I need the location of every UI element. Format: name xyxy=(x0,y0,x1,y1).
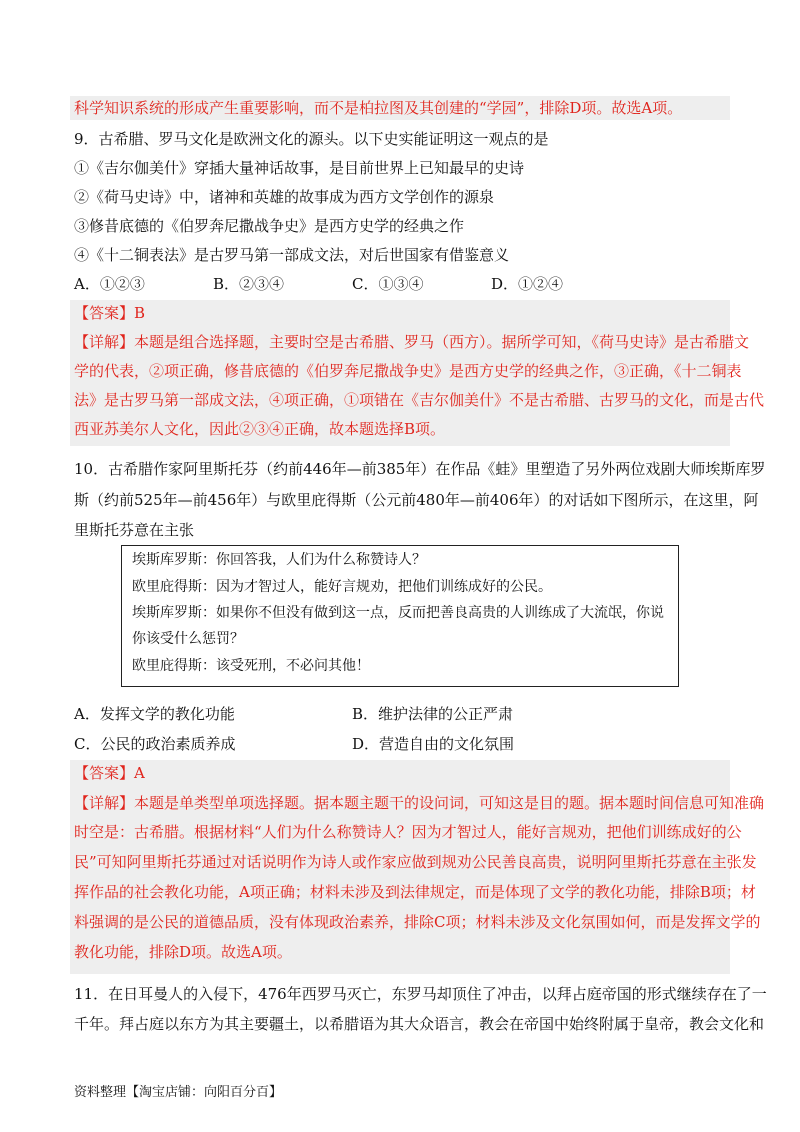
q9-explanation-line-1: 【详解】本题是组合选择题，主要时空是古希腊、罗马（西方）。据所学可知，《荷马史诗》是古希腊文 xyxy=(74,333,750,351)
dialog-line-4: 你该受什么惩罚？ xyxy=(132,631,244,647)
q10-option-d: D．营造自由的文化氛围 xyxy=(352,735,515,753)
q9-option-a: A．①②③ xyxy=(74,275,145,293)
q11-stem-line-1: 11．在日耳曼人的入侵下，476年西罗马灭亡，东罗马却顶住了冲击，以拜占庭帝国的形式继续存在了一 xyxy=(74,985,767,1003)
q9-stem: 9．古希腊、罗马文化是欧洲文化的源头。以下史实能证明这一观点的是 xyxy=(74,130,549,148)
prev-explanation-tail: 科学知识系统的形成产生重要影响，而不是柏拉图及其创建的“学园”，排除D项。故选A项。 xyxy=(74,99,683,117)
dialog-line-2: 欧里庇得斯：因为才智过人，能好言规劝，把他们训练成好的公民。 xyxy=(132,579,552,595)
q9-explanation-line-2: 学的代表，②项正确，修昔底德的《伯罗奔尼撒战争史》是西方史学的经典之作，③正确，《十二铜表 xyxy=(74,362,742,380)
q10-explanation-line-1: 【详解】本题是单类型单项选择题。据本题主题干的设问词，可知这是目的题。据本题时间信息可知准确 xyxy=(74,794,765,812)
q10-stem-line-3: 里斯托芬意在主张 xyxy=(74,521,195,539)
q10-stem-line-2: 斯（约前525年—前456年）与欧里庇得斯（公元前480年—前406年）的对话如下图所示，在这里，阿 xyxy=(74,491,759,509)
dialog-line-3: 埃斯库罗斯：如果你不但没有做到这一点，反而把善良高贵的人训练成了大流氓，你说 xyxy=(132,605,664,621)
q9-item-2: ②《荷马史诗》中，诸神和英雄的故事成为西方文学创作的源泉 xyxy=(74,188,495,206)
q9-explanation-line-4: 西亚苏美尔人文化，因此②③④正确，故本题选择B项。 xyxy=(74,420,446,438)
q10-stem-line-1: 10．古希腊作家阿里斯托芬（约前446年—前385年）在作品《蛙》里塑造了另外两位戏剧大师埃斯库罗 xyxy=(74,460,766,478)
q9-item-1: ①《吉尔伽美什》穿插大量神话故事，是目前世界上已知最早的史诗 xyxy=(74,159,525,177)
q10-explanation-line-6: 教化功能，排除D项。故选A项。 xyxy=(74,943,292,961)
q9-option-b: B．②③④ xyxy=(213,275,285,293)
q10-explanation-line-5: 料强调的是公民的道德品质，没有体现政治素养，排除C项；材料未涉及文化氛围如何，而是发挥文学的 xyxy=(74,913,761,931)
q11-stem-line-2: 千年。拜占庭以东方为其主要疆土，以希腊语为其大众语言，教会在帝国中始终附属于皇帝，教会文化和 xyxy=(74,1015,765,1033)
dialog-box xyxy=(121,545,679,687)
q9-item-3: ③修昔底德的《伯罗奔尼撒战争史》是西方史学的经典之作 xyxy=(74,217,465,235)
footer-source: 资料整理【淘宝店铺：向阳百分百】 xyxy=(74,1085,283,1100)
q9-option-c: C．①③④ xyxy=(352,275,424,293)
q9-option-d: D．①②④ xyxy=(491,275,564,293)
q9-item-4: ④《十二铜表法》是古罗马第一部成文法，对后世国家有借鉴意义 xyxy=(74,246,510,264)
dialog-line-1: 埃斯库罗斯：你回答我，人们为什么称赞诗人？ xyxy=(132,552,426,568)
dialog-line-5: 欧里庇得斯：该受死刑，不必问其他！ xyxy=(132,658,370,674)
q9-answer: 【答案】B xyxy=(74,304,146,322)
q10-option-c: C．公民的政治素质养成 xyxy=(74,735,236,753)
q9-explanation-line-3: 法》是古罗马第一部成文法，④项正确，①项错在《吉尔伽美什》不是古希腊、古罗马的文化，而是古代 xyxy=(74,391,765,409)
q10-answer: 【答案】A xyxy=(74,764,145,782)
q10-explanation-line-4: 挥作品的社会教化功能，A项正确；材料未涉及到法律规定，而是体现了文学的教化功能，排除B项；材 xyxy=(74,883,756,901)
q10-explanation-line-2: 时空是：古希腊。根据材料“人们为什么称赞诗人？因为才智过人，能好言规劝，把他们训练成好的公 xyxy=(74,823,742,841)
q10-explanation-line-3: 民”可知阿里斯托芬通过对话说明作为诗人或作家应做到规劝公民善良高贵，说明阿里斯托芬意在主张发 xyxy=(74,853,757,871)
q10-option-a: A．发挥文学的教化功能 xyxy=(74,705,235,723)
q10-option-b: B．维护法律的公正严肃 xyxy=(352,705,514,723)
